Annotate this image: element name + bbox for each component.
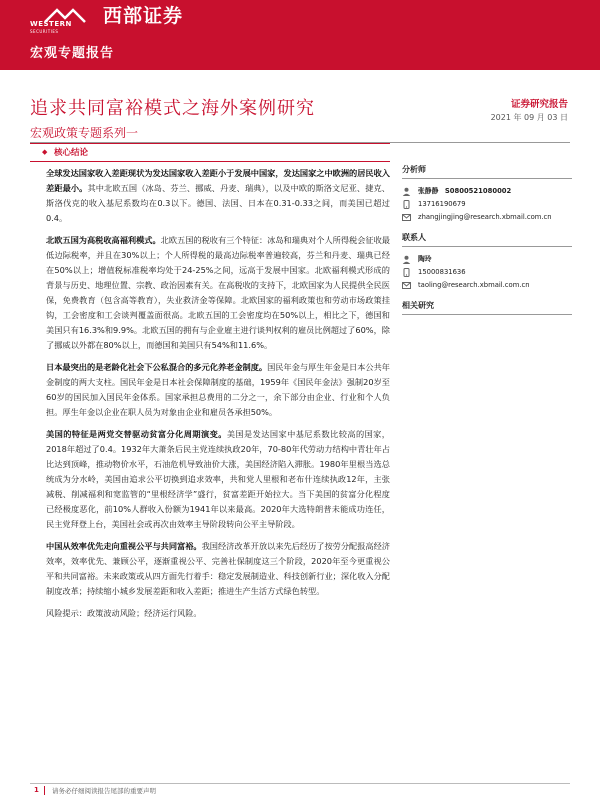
disclaimer-note: 请务必仔细阅读报告尾部的重要声明 — [52, 787, 156, 795]
sidebar — [402, 164, 572, 321]
report-title: 追求共同富裕模式之海外案例研究 — [30, 98, 315, 119]
paragraph-body: 我国经济改革开放以来先后经历了按劳分配报高经济效率，效率优先、兼顾公平，逐渐重视公平、完善社保制度这三个阶段，2020年至今更重视公平和共同富裕。未来政策或从四方面先行着手：稳定发展制造业、科技创新行业；深化收入分配制度改革；持续缩小城乡发展差距和收入差距；推进生产生活方式绿色转型。 — [46, 541, 390, 596]
related-research-heading: 相关研究 — [402, 300, 572, 315]
analyst-email-row — [402, 211, 572, 224]
paragraph-lead: 北欧五国为高税收高福利模式。 — [46, 235, 161, 245]
key-points-heading — [30, 146, 390, 160]
paragraph-usa — [46, 427, 390, 532]
logo-chinese-name: 西部证券 — [103, 5, 184, 27]
report-header — [0, 0, 600, 70]
contact-phone-row — [402, 266, 572, 279]
diamond-bullet-icon: ◆ — [42, 148, 48, 156]
paragraph-lead: 日本最突出的是老龄化社会下公私混合的多元化养老金制度。 — [46, 362, 268, 372]
paragraph-nordic — [46, 233, 390, 353]
person-icon — [402, 255, 411, 264]
footer-divider — [30, 783, 570, 784]
paragraph-body: 美国是发达国家中基尼系数比较高的国家，2018年超过了0.4。1932年大萧条后民主党连续执政20年，70-80年代劳动力结构中青壮年占比达到顶峰，推动物价水平，石油危机导致油价大涨，美国经济陷入滞胀。1980年里根当选总统成为分水岭，美国由追求公平切换到追求效率，共和党人里根和老布什连续执政12年，主张减税、削减福利和宽监管的“里根经济学”盛行，贫富差距开始拉大。当下美国的贫富分化程度已经极度恶化，前10%人群收入份额为1941年以来最高。2020年大选特朗普未能成功连任，民主党拜登上台，美国社会或再次由效率主导阶段转向公平主导阶段。 — [46, 429, 390, 529]
analyst-name-row — [402, 185, 572, 198]
paragraph-risk — [46, 606, 390, 621]
paragraph-lead: 全球发达国家收入差距现状为发达国家收入差距小于发展中国家，发达国家之中欧洲的居民收入差距最小。 — [46, 168, 390, 193]
phone-icon — [402, 200, 411, 209]
paragraph-body: 其中北欧五国（冰岛、芬兰、挪威、丹麦、瑞典），以及中欧的斯洛文尼亚、捷克、斯洛伐克的收入基尼系数均在0.3以下。德国、法国、日本在0.31-0.33之间，而美国已超过0.4。 — [46, 183, 390, 223]
key-points-body — [46, 166, 390, 628]
contact-heading: 联系人 — [402, 232, 572, 247]
paragraph-body: 国民年金与厚生年金是日本公共年金制度的两大支柱。国民年金是日本社会保障制度的基础，1959年《国民年金法》强制20岁至60岁的国民加入国民年金体系。国家承担总费用的二分之一，余下部分由企业、行业和个人负担。厚生年金以企业在职人员为对象由企业和雇员各承担50%。 — [46, 362, 390, 417]
report-type-label: 证券研究报告 — [510, 99, 568, 110]
analyst-phone: 13716190679 — [418, 200, 466, 208]
mail-icon — [402, 281, 411, 290]
mail-icon — [402, 213, 411, 222]
phone-icon — [402, 268, 411, 277]
section-title: 宏观专题报告 — [30, 46, 115, 61]
contact-name-row — [402, 253, 572, 266]
report-date: 2021 年 09 月 03 日 — [490, 113, 568, 122]
contact-email-row — [402, 279, 572, 292]
logo-english-sub: SECURITIES — [30, 29, 59, 34]
analyst-phone-row — [402, 198, 572, 211]
contact-name: 陶玲 — [418, 255, 432, 263]
person-icon — [402, 187, 411, 196]
page-number: 1 — [34, 786, 39, 794]
paragraph-japan — [46, 360, 390, 420]
analyst-heading: 分析师 — [402, 164, 572, 179]
contact-email[interactable]: taoling@research.xbmail.com.cn — [418, 281, 530, 289]
logo-english-name: WESTERN — [30, 20, 72, 28]
paragraph-body: 风险提示：政策波动风险；经济运行风险。 — [46, 608, 202, 618]
paragraph-china — [46, 539, 390, 599]
key-points-divider — [30, 161, 390, 162]
paragraph-body: 北欧五国的税收有三个特征：冰岛和瑞典对个人所得税会征收最低边际税率，并且在30%以上；个人所得税的最高边际税率普遍较高，芬兰和丹麦、瑞典已经在50%以上；增值税标准税率均处于24-25%之间，远高于发展中国家。北欧福利模式形成的背景与历史、地理位置、宗教、政治因素有关。在高税收的支持下，北欧国家为人民提供全民医保，免费教育（包含高等教育），失业救济金等保障。北欧国家的福利政策也和劳动市场政策挂钩，工会密度和工会谈判覆盖面很高。北欧五国的工会密度均在50%以上，相比之下，德国和美国只有16.3%和9.9%。北欧五国的拥有与企业雇主进行谈判权利的雇员比例超过了60%，除了挪威以外都在80%以上，而德国和美国只有54%和11.6%。 — [46, 235, 390, 350]
paragraph-lead: 美国的特征是两党交替驱动贫富分化周期演变。 — [46, 429, 227, 439]
paragraph-income-gap — [46, 166, 390, 226]
key-points-label: 核心结论 — [54, 148, 89, 158]
title-divider-accent — [30, 143, 390, 144]
contact-phone: 15000831636 — [418, 268, 466, 276]
paragraph-lead: 中国从效率优先走向重视公平与共同富裕。 — [46, 541, 202, 551]
footer-separator — [44, 786, 45, 795]
analyst-name: 张静静 — [418, 187, 439, 195]
analyst-cert: S0800521080002 — [444, 187, 512, 195]
report-subtitle: 宏观政策专题系列一 — [30, 126, 139, 140]
analyst-email[interactable]: zhangjingjing@research.xbmail.com.cn — [418, 213, 552, 221]
